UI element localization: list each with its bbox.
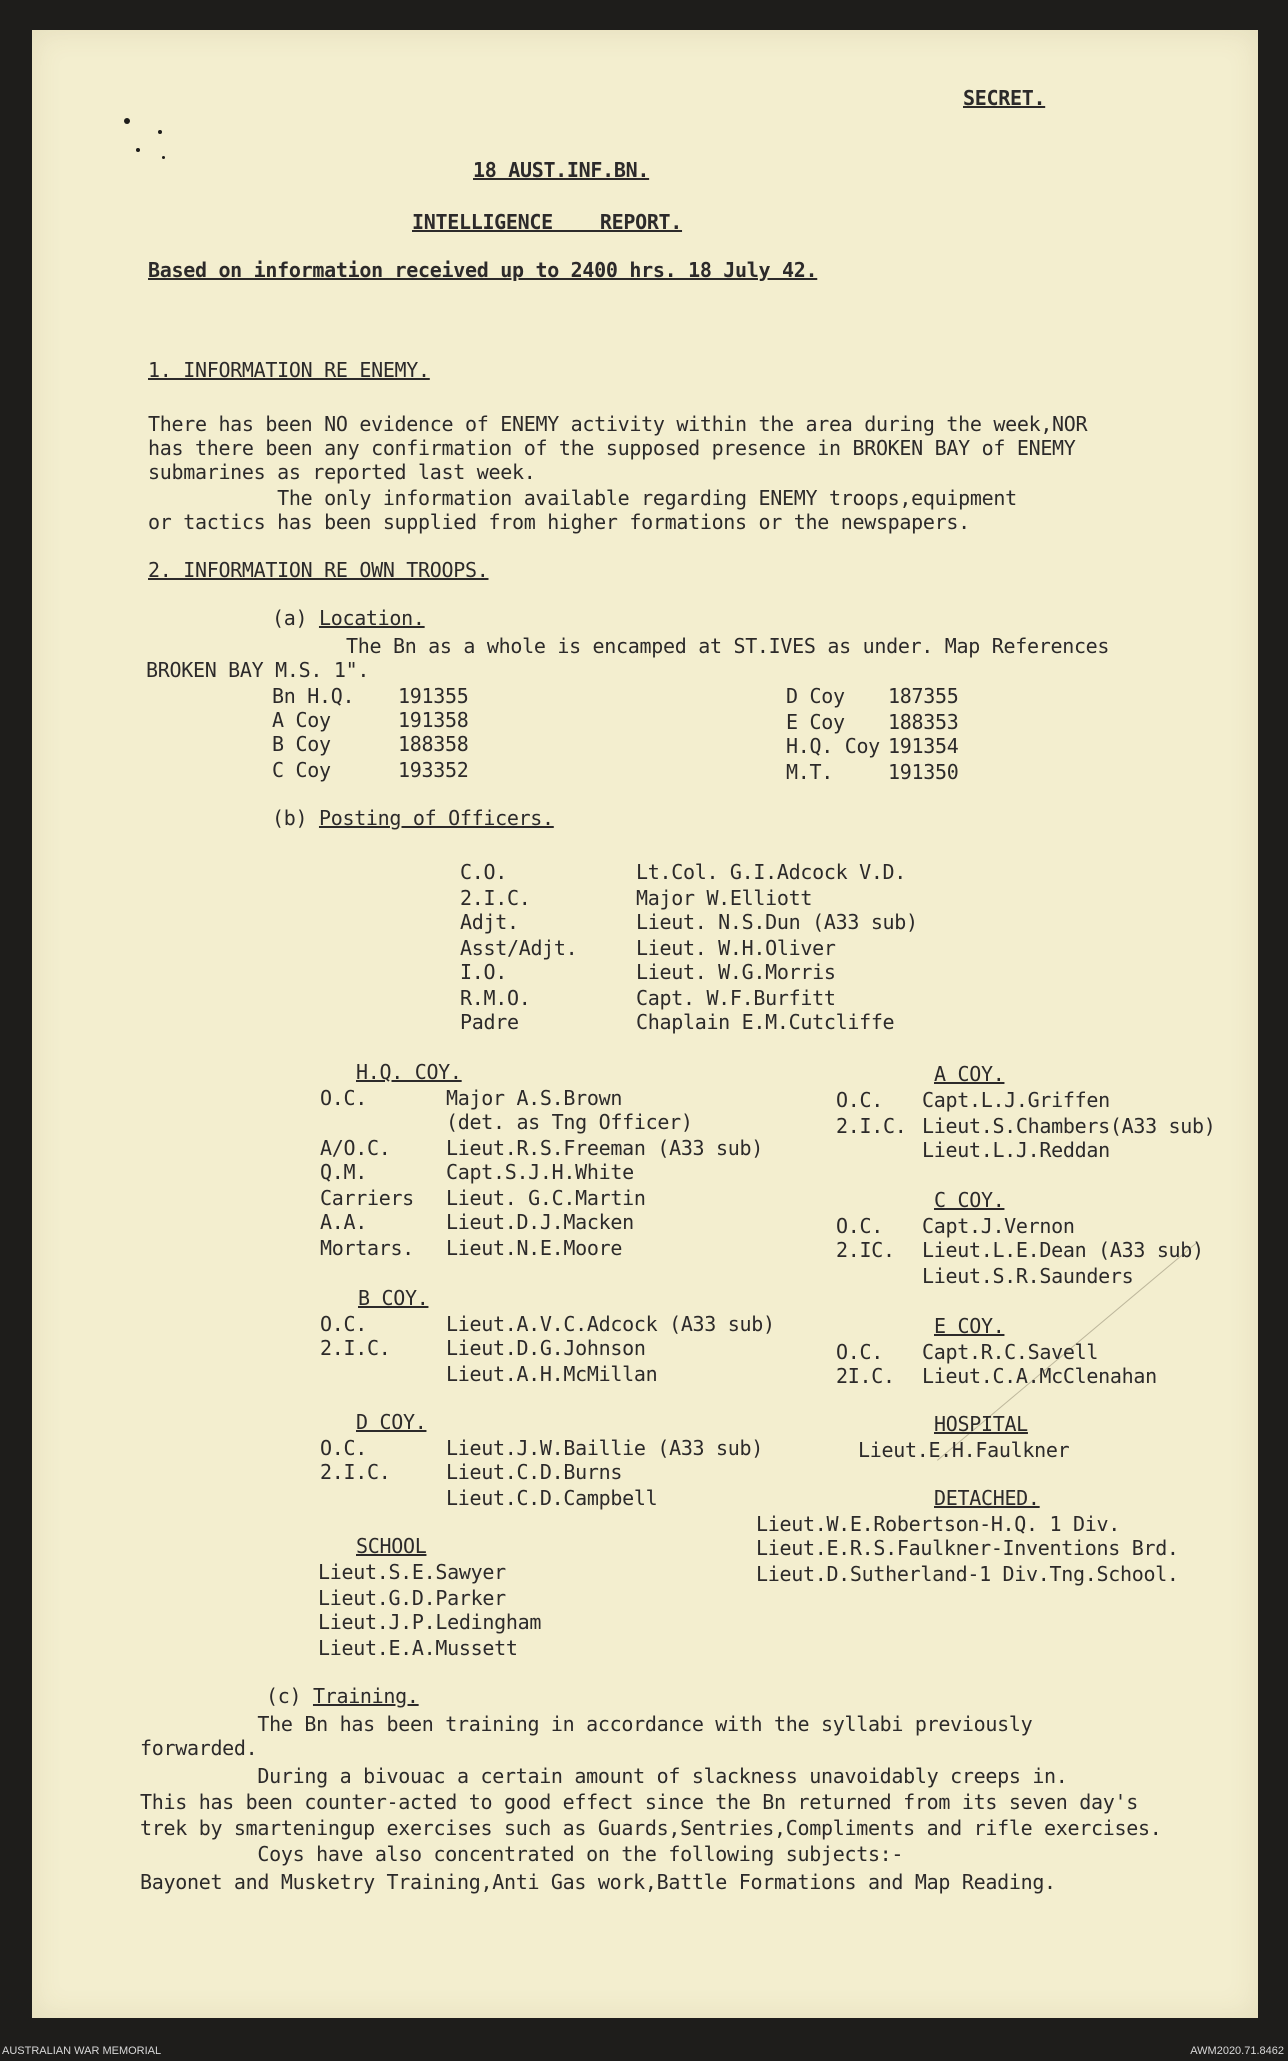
officer-role: C.O. bbox=[460, 860, 507, 884]
training-line: This has been counter-acted to good effect since the Bn returned from its seven day's bbox=[140, 1790, 1138, 1814]
location-unit: B Coy bbox=[272, 732, 331, 756]
officer-name: Lieut.D.J.Macken bbox=[446, 1210, 634, 1234]
officer-role: Adjt. bbox=[460, 910, 519, 934]
officer-name: Lieut.C.D.Burns bbox=[446, 1460, 623, 1484]
officer-role: Padre bbox=[460, 1010, 519, 1034]
officer-name: Lt.Col. G.I.Adcock V.D. bbox=[636, 860, 907, 884]
officer-name: Capt.S.J.H.White bbox=[446, 1160, 634, 1184]
officer-name: (det. as Tng Officer) bbox=[446, 1110, 693, 1134]
map-reference: 188358 bbox=[398, 732, 469, 756]
section-1-line: has there been any confirmation of the supposed presence in BROKEN BAY of ENEMY bbox=[148, 436, 1076, 460]
officer-name: Capt.L.J.Griffen bbox=[922, 1088, 1110, 1112]
officer-name: Lieut.S.E.Sawyer bbox=[318, 1560, 506, 1584]
location-unit: M.T. bbox=[786, 760, 833, 784]
officer-role: O.C. bbox=[320, 1086, 367, 1110]
officer-role: Q.M. bbox=[320, 1160, 367, 1184]
location-unit: H.Q. Coy bbox=[786, 734, 880, 758]
section-2-heading: 2. INFORMATION RE OWN TROOPS. bbox=[148, 558, 489, 582]
officer-name: Lieut.C.A.McClenahan bbox=[922, 1364, 1157, 1388]
officer-name: Lieut.S.R.Saunders bbox=[922, 1264, 1134, 1288]
officer-name: Lieut.J.P.Ledingham bbox=[318, 1610, 542, 1634]
report-title: INTELLIGENCE REPORT. bbox=[412, 210, 683, 234]
a-coy-heading: A COY. bbox=[934, 1062, 1005, 1086]
section-1-line: or tactics has been supplied from higher formations or the newspapers. bbox=[148, 510, 970, 534]
officer-name: Lieut.S.Chambers(A33 sub) bbox=[922, 1114, 1216, 1138]
map-reference: 191355 bbox=[398, 684, 469, 708]
officer-name: Major A.S.Brown bbox=[446, 1086, 623, 1110]
officer-role: R.M.O. bbox=[460, 986, 531, 1010]
report-basis: Based on information received up to 2400 hrs. 18 July 42. bbox=[148, 258, 818, 282]
training-line: trek by smarteningup exercises such as Guards,Sentries,Compliments and rifle exercises. bbox=[140, 1816, 1162, 1840]
training-line: Coys have also concentrated on the following subjects:- bbox=[140, 1842, 904, 1866]
officer-name: Lieut.N.E.Moore bbox=[446, 1236, 623, 1260]
officer-role: O.C. bbox=[836, 1088, 883, 1112]
punch-mark bbox=[136, 148, 140, 152]
officer-name: Chaplain E.M.Cutcliffe bbox=[636, 1010, 895, 1034]
officer-name: Capt. W.F.Burfitt bbox=[636, 986, 836, 1010]
footer-credit: AUSTRALIAN WAR MEMORIAL bbox=[2, 2045, 162, 2057]
location-line: The Bn as a whole is encamped at ST.IVES as under. Map References bbox=[346, 634, 1110, 658]
posting-label: (b) Posting of Officers. bbox=[272, 806, 554, 830]
officer-role: 2.I.C. bbox=[836, 1114, 907, 1138]
map-reference: 187355 bbox=[888, 684, 959, 708]
officer-role: 2.I.C. bbox=[320, 1336, 391, 1360]
officer-name: Lieut.E.R.S.Faulkner-Inventions Brd. bbox=[756, 1536, 1179, 1560]
location-unit: C Coy bbox=[272, 758, 331, 782]
location-unit: A Coy bbox=[272, 708, 331, 732]
officer-name: Lieut.R.S.Freeman (A33 sub) bbox=[446, 1136, 764, 1160]
officer-name: Lieut.A.H.McMillan bbox=[446, 1362, 658, 1386]
location-unit: Bn H.Q. bbox=[272, 684, 355, 708]
punch-mark bbox=[158, 130, 162, 134]
footer-accession: AWM2020.71.8462 bbox=[1190, 2045, 1284, 2057]
b-coy-heading: B COY. bbox=[358, 1286, 429, 1310]
officer-name: Lieut.E.H.Faulkner bbox=[858, 1438, 1070, 1462]
officer-role: O.C. bbox=[320, 1436, 367, 1460]
location-line: BROKEN BAY M.S. 1". bbox=[146, 658, 370, 682]
detached-heading: DETACHED. bbox=[934, 1486, 1040, 1510]
officer-role: Mortars. bbox=[320, 1236, 414, 1260]
officer-role: O.C. bbox=[836, 1214, 883, 1238]
officer-name: Lieut.E.A.Mussett bbox=[318, 1636, 518, 1660]
classification-mark: SECRET. bbox=[963, 86, 1046, 110]
training-line: During a bivouac a certain amount of slackness unavoidably creeps in. bbox=[140, 1764, 1068, 1788]
d-coy-heading: D COY. bbox=[356, 1410, 427, 1434]
officer-name: Lieut.D.Sutherland-1 Div.Tng.School. bbox=[756, 1562, 1179, 1586]
punch-mark bbox=[162, 156, 165, 159]
section-1-line: submarines as reported last week. bbox=[148, 460, 536, 484]
e-coy-heading: E COY. bbox=[934, 1314, 1005, 1338]
officer-name: Lieut. W.H.Oliver bbox=[636, 936, 836, 960]
officer-role: 2.I.C. bbox=[320, 1460, 391, 1484]
location-unit: E Coy bbox=[786, 710, 845, 734]
officer-name: Lieut.D.G.Johnson bbox=[446, 1336, 646, 1360]
hq-coy-heading: H.Q. COY. bbox=[356, 1060, 462, 1084]
officer-role: 2.IC. bbox=[836, 1238, 895, 1262]
training-line: The Bn has been training in accordance with the syllabi previously bbox=[140, 1712, 1033, 1736]
officer-name: Lieut.W.E.Robertson-H.Q. 1 Div. bbox=[756, 1512, 1120, 1536]
map-reference: 193352 bbox=[398, 758, 469, 782]
officer-name: Lieut. W.G.Morris bbox=[636, 960, 836, 984]
training-label: (c) Training. bbox=[266, 1684, 419, 1708]
school-heading: SCHOOL bbox=[356, 1534, 427, 1558]
section-1-line: The only information available regarding ENEMY troops,equipment bbox=[148, 486, 1017, 510]
officer-role: 2I.C. bbox=[836, 1364, 895, 1388]
officer-name: Capt.J.Vernon bbox=[922, 1214, 1075, 1238]
officer-name: Lieut.L.J.Reddan bbox=[922, 1138, 1110, 1162]
location-unit: D Coy bbox=[786, 684, 845, 708]
c-coy-heading: C COY. bbox=[934, 1188, 1005, 1212]
map-reference: 191350 bbox=[888, 760, 959, 784]
officer-role: A.A. bbox=[320, 1210, 367, 1234]
officer-name: Major W.Elliott bbox=[636, 886, 813, 910]
section-1-heading: 1. INFORMATION RE ENEMY. bbox=[148, 358, 430, 382]
officer-name: Lieut.G.D.Parker bbox=[318, 1586, 506, 1610]
officer-role: A/O.C. bbox=[320, 1136, 391, 1160]
officer-name: Capt.R.C.Savell bbox=[922, 1340, 1099, 1364]
map-reference: 191358 bbox=[398, 708, 469, 732]
officer-role: O.C. bbox=[836, 1340, 883, 1364]
officer-name: Lieut.L.E.Dean (A33 sub) bbox=[922, 1238, 1204, 1262]
unit-title: 18 AUST.INF.BN. bbox=[473, 158, 650, 182]
officer-role: I.O. bbox=[460, 960, 507, 984]
map-reference: 191354 bbox=[888, 734, 959, 758]
officer-name: Lieut. G.C.Martin bbox=[446, 1186, 646, 1210]
officer-name: Lieut. N.S.Dun (A33 sub) bbox=[636, 910, 918, 934]
officer-role: Asst/Adjt. bbox=[460, 936, 578, 960]
officer-role: O.C. bbox=[320, 1312, 367, 1336]
training-line: Bayonet and Musketry Training,Anti Gas work,Battle Formations and Map Reading. bbox=[140, 1870, 1056, 1894]
officer-name: Lieut.A.V.C.Adcock (A33 sub) bbox=[446, 1312, 775, 1336]
map-reference: 188353 bbox=[888, 710, 959, 734]
training-line: forwarded. bbox=[140, 1736, 258, 1760]
punch-mark bbox=[124, 118, 130, 124]
officer-role: 2.I.C. bbox=[460, 886, 531, 910]
officer-role: Carriers bbox=[320, 1186, 414, 1210]
location-label: (a) Location. bbox=[272, 606, 425, 630]
section-1-line: There has been NO evidence of ENEMY activity within the area during the week,NOR bbox=[148, 412, 1088, 436]
officer-name: Lieut.J.W.Baillie (A33 sub) bbox=[446, 1436, 764, 1460]
hospital-heading: HOSPITAL bbox=[934, 1412, 1028, 1436]
officer-name: Lieut.C.D.Campbell bbox=[446, 1486, 658, 1510]
